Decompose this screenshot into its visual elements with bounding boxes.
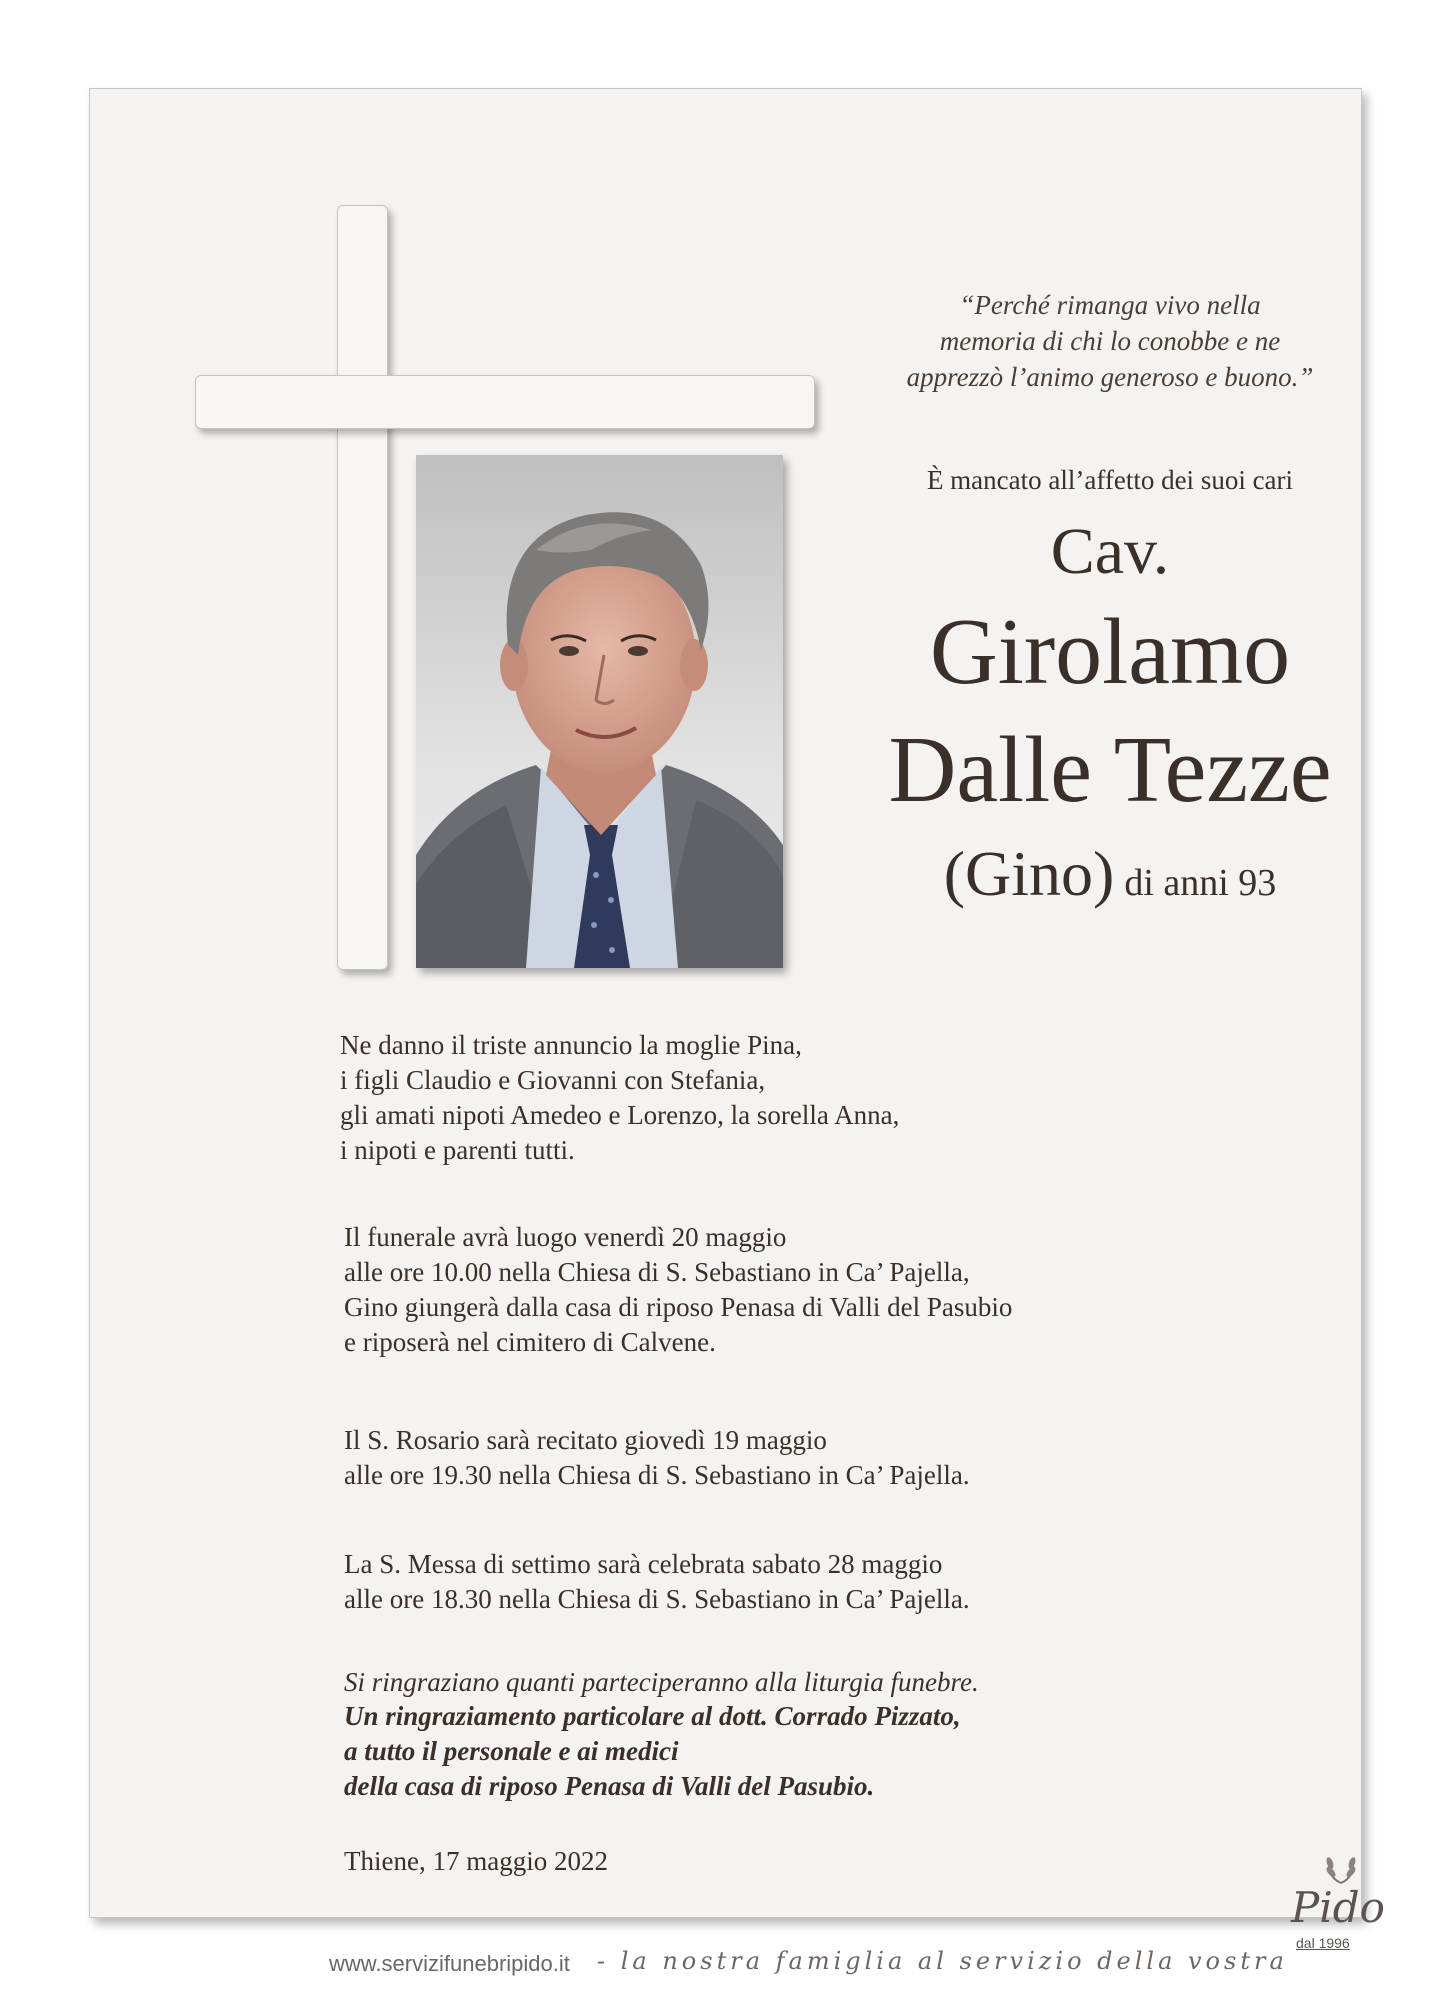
cross-joint	[338, 376, 387, 428]
last-name: Dalle Tezze	[888, 718, 1332, 822]
mass-paragraph: La S. Messa di settimo sarà celebrata sabato 28 maggio alle ore 18.30 nella Chiesa di S. Sebastiano in Ca’ Pajella.	[344, 1549, 970, 1614]
first-name: Girolamo	[929, 600, 1291, 704]
logo-name: Pido	[1291, 1883, 1385, 1932]
memorial-quote: “Perché rimanga vivo nella memoria di chi lo conobbe e ne apprezzò l’animo generoso e buono.”	[906, 290, 1314, 392]
cross-vertical-beam	[337, 205, 388, 970]
wreath-icon	[1321, 1847, 1361, 1887]
logo-since: dal 1996	[1296, 1935, 1350, 1951]
intro-text: È mancato all’affetto dei suoi cari	[926, 465, 1294, 495]
honorific-title: Cav.	[1050, 515, 1170, 588]
portrait-photo	[416, 455, 783, 968]
footer-tagline: - la nostra famiglia al servizio della vostra	[597, 1947, 1288, 1975]
announcement-paragraph: Ne danno il triste annuncio la moglie Pina, i figli Claudio e Giovanni con Stefania, gli amati nipoti Amedeo e Lorenzo, la sorella Anna, i nipoti e parenti tutti.	[340, 1030, 900, 1165]
funeral-paragraph: Il funerale avrà luogo venerdì 20 maggio alle ore 10.00 nella Chiesa di S. Sebastiano in Ca’ Pajella, Gino giungerà dalla casa di riposo Penasa di Valli del Pasubio e riposerà nel cimitero di Calvene.	[344, 1222, 1013, 1357]
website-link[interactable]: www.servizifunebripido.it	[329, 1951, 570, 1976]
rosary-paragraph: Il S. Rosario sarà recitato giovedì 19 maggio alle ore 19.30 nella Chiesa di S. Sebastiano in Ca’ Pajella.	[344, 1425, 970, 1490]
age: di anni 93	[1124, 862, 1277, 904]
thanks-special: Un ringraziamento particolare al dott. Corrado Pizzato, a tutto il personale e ai medici della casa di riposo Penasa di Valli del Pasubio.	[344, 1701, 961, 1801]
obituary-card	[89, 88, 1385, 1976]
place-date: Thiene, 17 maggio 2022	[344, 1846, 608, 1876]
portrait-illustration	[416, 455, 783, 968]
nickname: (Gino)	[943, 838, 1115, 909]
company-logo	[1286, 1847, 1416, 1951]
nickname-age-line	[850, 837, 1370, 911]
cross-horizontal-beam	[195, 375, 815, 429]
thanks-general: Si ringraziano quanti parteciperanno alla liturgia funebre.	[344, 1667, 979, 1697]
